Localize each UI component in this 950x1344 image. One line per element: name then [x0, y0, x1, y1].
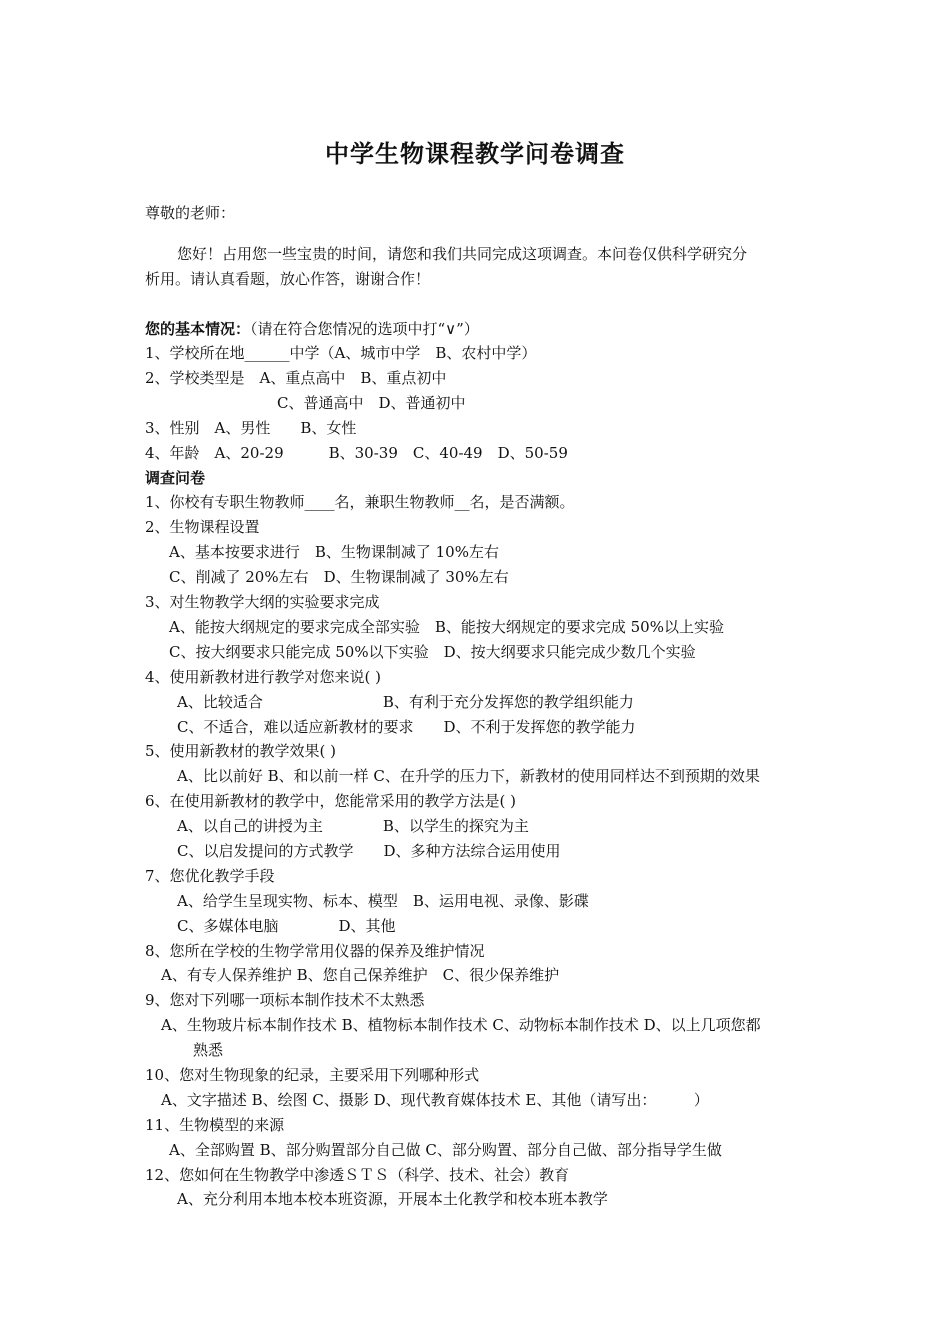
- text-line: C、按大纲要求只能完成 50%以下实验 D、按大纲要求只能完成少数几个实验: [169, 643, 696, 661]
- text-line: 12、您如何在生物教学中渗透ＳＴＳ（科学、技术、社会）教育: [145, 1166, 570, 1184]
- section-instruction: （请在符合您情况的选项中打“∨”）: [250, 320, 479, 338]
- text-line: C、不适合，难以适应新教材的要求 D、不利于发挥您的教学能力: [177, 718, 636, 736]
- text-line: 3、性别 A、男性 B、女性: [145, 419, 357, 437]
- text-line: A、有专人保养维护 B、您自己保养维护 C、很少保养维护: [161, 966, 560, 984]
- text-line: 1、学校所在地______中学（A、城市中学 B、农村中学）: [145, 344, 537, 362]
- text-line: C、削减了 20%左右 D、生物课制减了 30%左右: [169, 568, 509, 586]
- text-line: A、生物玻片标本制作技术 B、植物标本制作技术 C、动物标本制作技术 D、以上几项您都: [161, 1016, 761, 1034]
- text-line: 您好！占用您一些宝贵的时间，请您和我们共同完成这项调查。本问卷仅供科学研究分: [177, 245, 748, 263]
- text-line: [145, 318, 479, 340]
- text-line: 熟悉: [193, 1041, 224, 1059]
- text-line: 9、您对下列哪一项标本制作技术不太熟悉: [145, 991, 425, 1009]
- section-label: 您的基本情况：: [145, 320, 251, 338]
- text-line: 2、生物课程设置: [145, 518, 260, 536]
- text-line: 4、年龄 A、20-29 B、30-39 C、40-49 D、50-59: [145, 444, 568, 462]
- text-line: 5、使用新教材的教学效果( ): [145, 742, 337, 760]
- text-line: 8、您所在学校的生物学常用仪器的保养及维护情况: [145, 942, 485, 960]
- text-line: A、充分利用本地本校本班资源，开展本土化教学和校本班本教学: [177, 1190, 608, 1208]
- text-line: 6、在使用新教材的教学中，您能常采用的教学方法是( ): [145, 792, 517, 810]
- section-heading: 调查问卷: [145, 469, 206, 487]
- text-line: A、基本按要求进行 B、生物课制减了 10%左右: [169, 543, 499, 561]
- text-line: 析用。请认真看题，放心作答，谢谢合作！: [145, 270, 431, 288]
- text-line: A、文字描述 B、绘图 C、摄影 D、现代教育媒体技术 E、其他（请写出： ）: [161, 1091, 709, 1109]
- text-line: C、以启发提问的方式教学 D、多种方法综合运用使用: [177, 842, 561, 860]
- document-title: 中学生物课程教学问卷调查: [325, 139, 625, 168]
- text-line: C、普通高中 D、普通初中: [277, 394, 466, 412]
- text-line: A、给学生呈现实物、标本、模型 B、运用电视、录像、影碟: [177, 892, 589, 910]
- text-line: 1、你校有专职生物教师____名，兼职生物教师__名，是否满额。: [145, 493, 575, 511]
- text-line: C、多媒体电脑 D、其他: [177, 917, 396, 935]
- text-line: A、以自己的讲授为主 B、以学生的探究为主: [177, 817, 529, 835]
- text-line: 尊敬的老师：: [145, 204, 236, 222]
- text-line: 4、使用新教材进行教学对您来说( ): [145, 668, 382, 686]
- text-line: 7、您优化教学手段: [145, 867, 275, 885]
- text-line: A、比以前好 B、和以前一样 C、在升学的压力下，新教材的使用同样达不到预期的效果: [177, 767, 760, 785]
- text-line: 10、您对生物现象的纪录，主要采用下列哪种形式: [145, 1066, 480, 1084]
- text-line: A、能按大纲规定的要求完成全部实验 B、能按大纲规定的要求完成 50%以上实验: [169, 618, 724, 636]
- text-line: 3、对生物教学大纲的实验要求完成: [145, 593, 380, 611]
- text-line: 11、生物模型的来源: [145, 1116, 285, 1134]
- text-line: A、比较适合 B、有利于充分发挥您的教学组织能力: [177, 693, 634, 711]
- text-line: A、全部购置 B、部分购置部分自己做 C、部分购置、部分自己做、部分指导学生做: [169, 1141, 722, 1159]
- text-line: 2、学校类型是 A、重点高中 B、重点初中: [145, 369, 447, 387]
